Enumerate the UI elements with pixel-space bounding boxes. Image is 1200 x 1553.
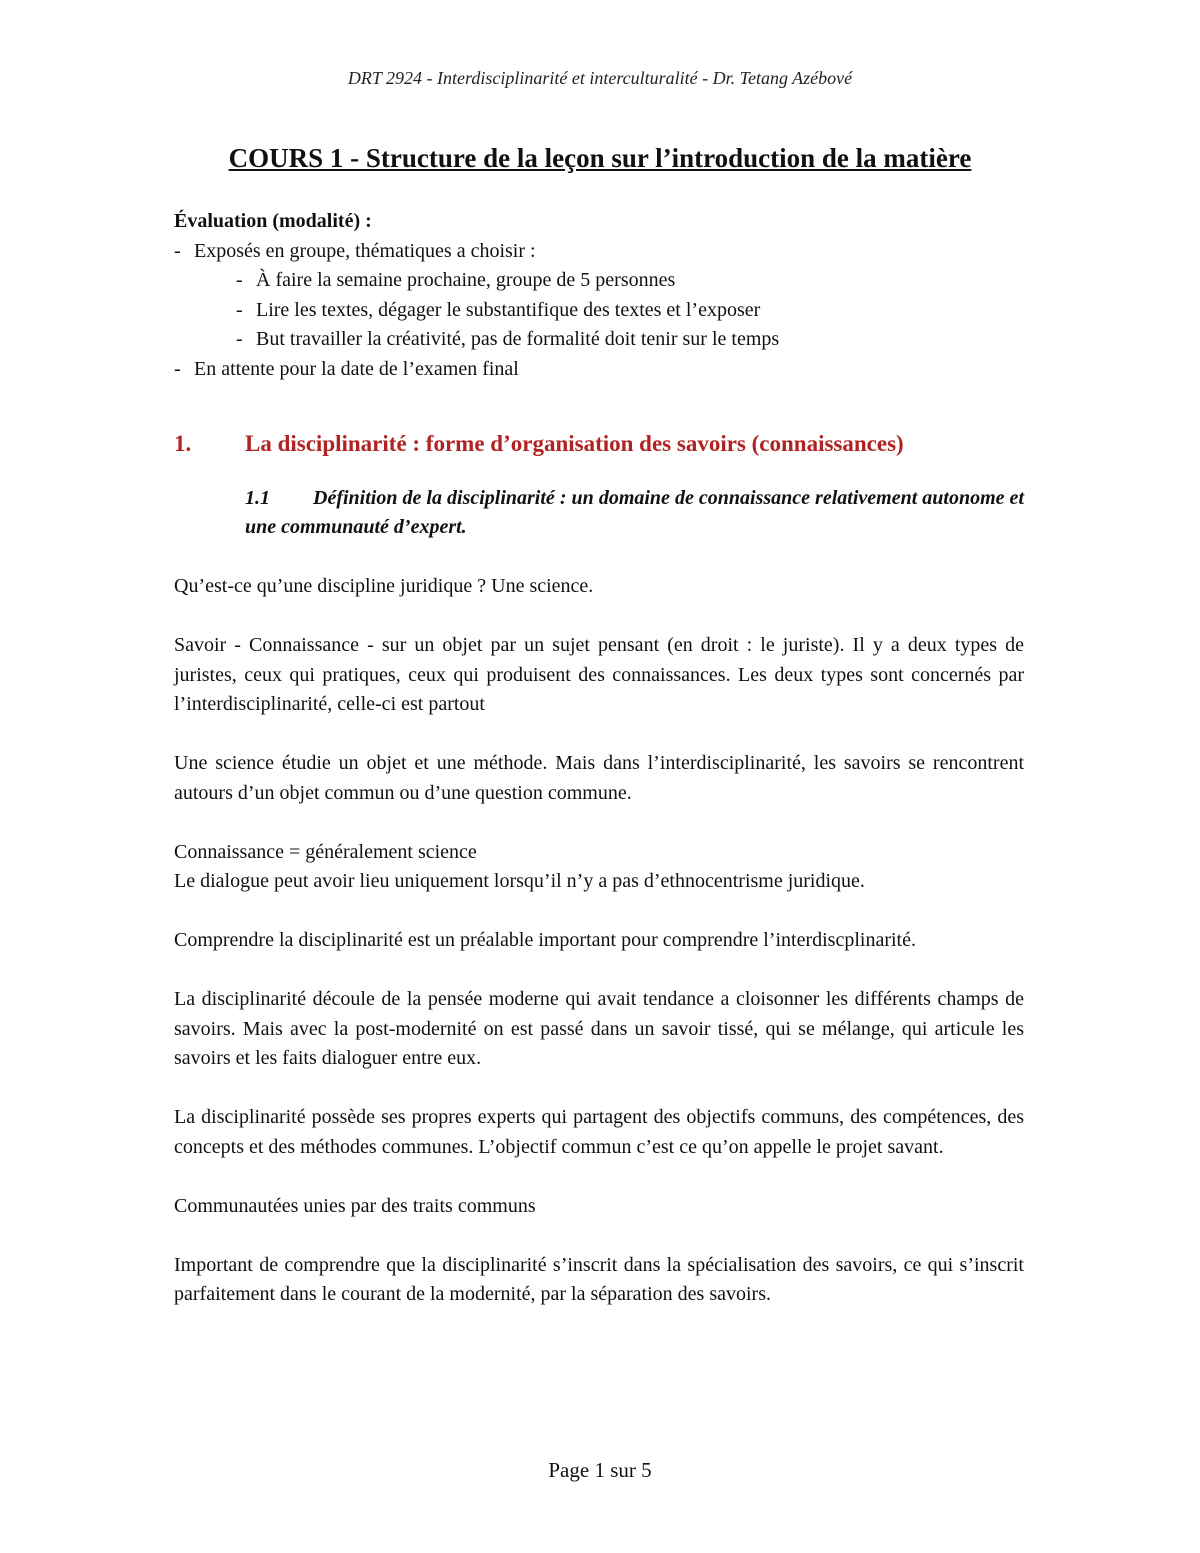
subsection-title: Définition de la disciplinarité : un domaine de connaissance relativement autonome et une communauté d’expert. [245, 486, 1024, 538]
evaluation-heading: Évaluation (modalité) : [174, 210, 372, 232]
list-item: - But travailler la créativité, pas de formalité doit tenir sur le temps [236, 328, 780, 350]
list-item: - À faire la semaine prochaine, groupe de 5 personnes [236, 269, 676, 291]
list-item: - En attente pour la date de l’examen final [174, 357, 519, 380]
section-title: La disciplinarité : forme d’organisation des savoirs (connaissances) [245, 431, 904, 456]
paragraph: La disciplinarité possède ses propres experts qui partagent des objectifs communs, des compétences, des concepts et des méthodes communes. L’objectif commun c’est ce qu’on appelle le projet savant. [174, 1106, 1024, 1158]
paragraph: Important de comprendre que la disciplinarité s’inscrit dans la spécialisation des savoirs, ce qui s’inscrit parfaitement dans le courant de la modernité, par la séparation des savoirs. [174, 1253, 1024, 1305]
paragraph: Comprendre la disciplinarité est un préalable important pour comprendre l’interdiscplinarité. [174, 929, 916, 951]
section-heading [174, 429, 1024, 459]
paragraph: La disciplinarité découle de la pensée moderne qui avait tendance a cloisonner les différents champs de savoirs. Mais avec la post-modernité on est passé dans un savoir tissé, qui se mélange, qui articule les savoirs et les faits dialoguer entre eux. [174, 988, 1024, 1069]
page-number: Page 1 sur 5 [548, 1458, 652, 1482]
subsection-number: 1.1 [245, 486, 270, 509]
list-item: - Lire les textes, dégager le substantifique des textes et l’exposer [236, 298, 761, 321]
section-number: 1. [174, 431, 192, 456]
document-body [174, 207, 1024, 1310]
subsection-heading [174, 484, 1024, 543]
paragraph: Le dialogue peut avoir lieu uniquement lorsqu’il n’y a pas d’ethnocentrisme juridique. [174, 870, 865, 892]
paragraph: Savoir - Connaissance - sur un objet par un sujet pensant (en droit : le juriste). Il y a deux types de juristes, ceux qui pratiques, ceux qui produisent des connaissances. Les deux types sont concernés par l’interdisciplinarité, celle-ci est partout [174, 634, 1024, 715]
paragraph: Communautées unies par des traits communs [174, 1194, 536, 1217]
running-header: DRT 2924 - Interdisciplinarité et interculturalité - Dr. Tetang Azébové [347, 68, 853, 88]
paragraph: Qu’est-ce qu’une discipline juridique ? Une science. [174, 575, 594, 597]
page-title: COURS 1 - Structure de la leçon sur l’introduction de la matière [228, 143, 972, 173]
paragraph: Connaissance = généralement science [174, 840, 477, 863]
list-item: - Exposés en groupe, thématiques a choisir : [174, 239, 536, 262]
paragraph: Une science étudie un objet et une méthode. Mais dans l’interdisciplinarité, les savoirs se rencontrent autours d’un objet commun ou d’une question commune. [174, 752, 1024, 804]
